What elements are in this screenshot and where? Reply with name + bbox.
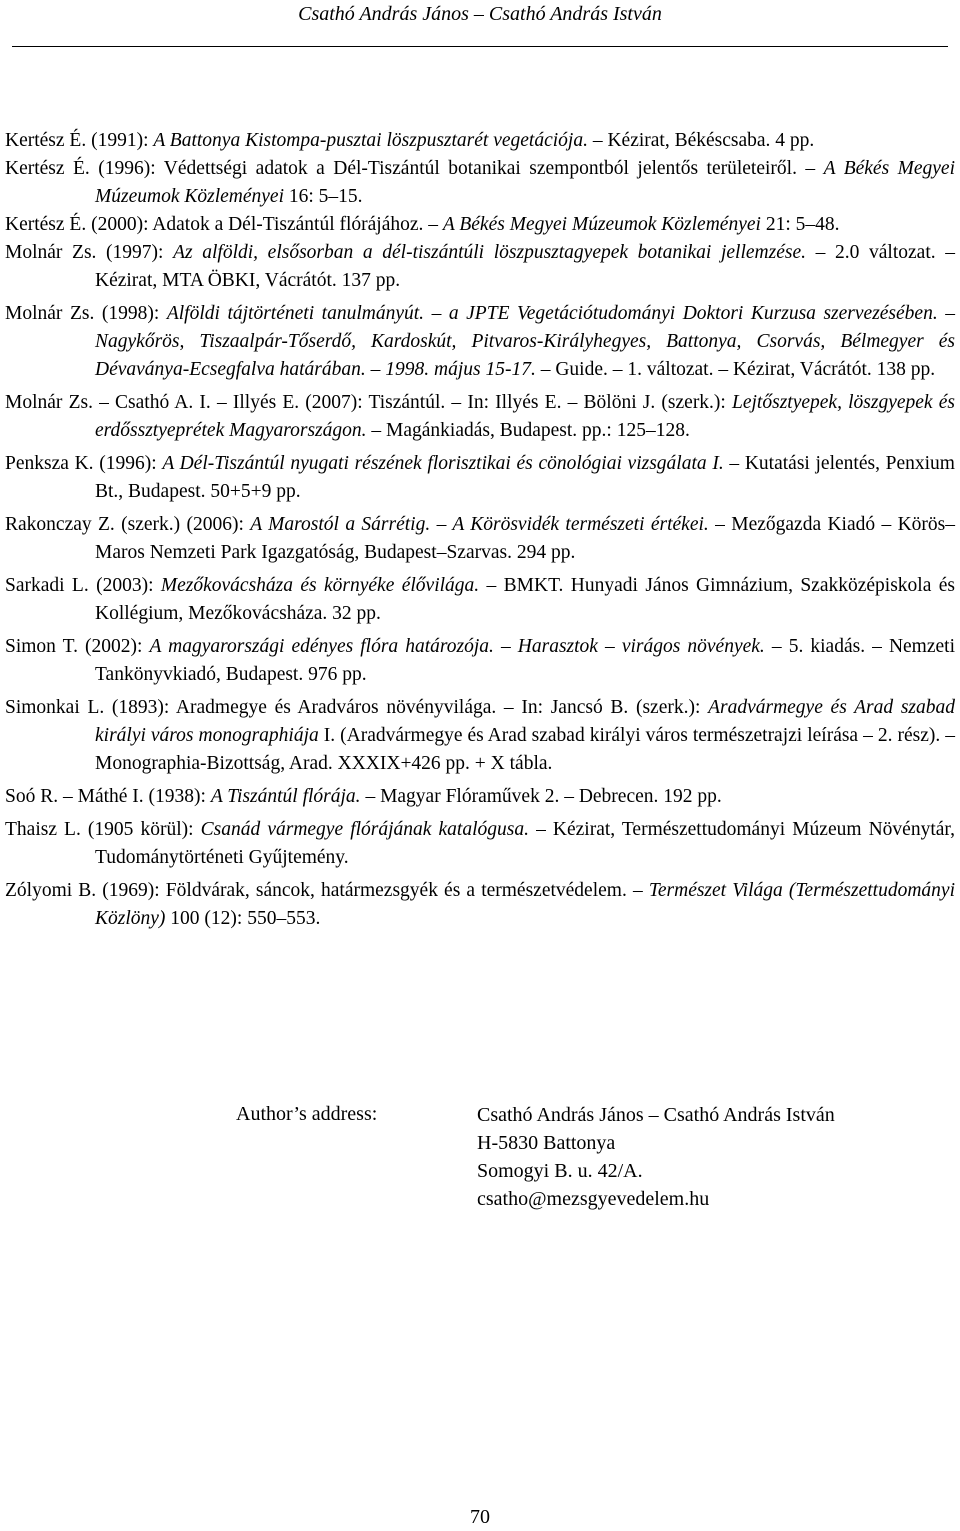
reference-italic-text: Csanád vármegye flórájának katalógusa. — [200, 819, 529, 840]
reference-text: – 2.0 változat. – Kézirat, MTA ÖBKI, Vácrátót. 137 pp. — [95, 242, 955, 291]
reference-text: Kertész É. (1991): — [5, 130, 154, 151]
running-header: Csathó András János – Csathó András István — [298, 3, 662, 25]
reference-italic-text: Lejtősztyepek, löszgyepek és erdőssztyeprétek Magyarországon. — [95, 392, 955, 441]
reference-text: – Guide. – 1. változat. – Kézirat, Vácrátót. 138 pp. — [535, 359, 936, 380]
reference-entry — [5, 572, 955, 628]
reference-italic-text: Az alföldi, elsősorban a dél-tiszántúli löszpusztagyepek botanikai jellemzése. — [173, 242, 806, 263]
reference-italic-text: A Békés Megyei Múzeumok Közleményei — [95, 158, 956, 207]
reference-text: Soó R. – Máthé I. (1938): — [5, 786, 211, 807]
reference-text: Zólyomi B. (1969): Földvárak, sáncok, határmezsgyék és a természetvédelem. – — [5, 880, 649, 901]
reference-entry — [5, 877, 955, 933]
reference-entry — [5, 389, 955, 445]
reference-entry — [5, 300, 955, 384]
reference-text: Simonkai L. (1893): Aradmegye és Aradváros növényvilága. – In: Jancsó B. (szerk.): — [5, 697, 709, 718]
reference-italic-text: Aradvármegye és Arad szabad királyi város monographiája — [95, 697, 955, 746]
reference-text: Rakonczay Z. (szerk.) (2006): — [5, 514, 251, 535]
reference-italic-text: A magyarországi edényes flóra határozója. – Harasztok – virágos növények. — [149, 636, 765, 657]
reference-text: – Magyar Flóraművek 2. – Debrecen. 192 pp. — [360, 786, 722, 807]
reference-text: – 5. kiadás. – Nemzeti Tankönyvkiadó, Budapest. 976 pp. — [95, 636, 955, 685]
reference-italic-text: Mezőkovácsháza és környéke élővilága. — [160, 575, 480, 596]
reference-entry — [5, 450, 955, 506]
header-rule — [12, 46, 948, 47]
reference-text: – BMKT. Hunyadi János Gimnázium, Szakközépiskola és Kollégium, Mezőkovácsháza. 32 pp. — [95, 575, 955, 624]
reference-text: Sarkadi L. (2003): — [5, 575, 161, 596]
reference-text: 100 (12): 550–553. — [165, 908, 321, 929]
reference-italic-text: Alföldi tájtörténeti tanulmányút. – a JPTE Vegetációtudományi Doktori Kurzusa szervezésében. – Nagykőrös, Tiszaalpár-Tőserdő, Kardoskút, Pitvaros-Királyhegyes, Battonya, Csorvás, Bélmegyer és Dévaványa-Ecsegfalva határában. – 1998. május 15-17. — [95, 303, 956, 380]
reference-text: Kertész É. (2000): Adatok a Dél-Tiszántúl flórájához. – — [5, 214, 443, 235]
reference-list — [5, 127, 955, 933]
reference-italic-text: Természet Világa (Természettudományi Közlöny) — [95, 880, 955, 929]
author-address-label: Author’s address: — [236, 1103, 378, 1125]
reference-entry — [5, 239, 955, 295]
reference-entry — [5, 211, 955, 239]
reference-text: 16: 5–15. — [283, 186, 363, 207]
reference-italic-text: A Dél-Tiszántúl nyugati részének florisztikai és cönológiai vizsgálata I. — [162, 453, 724, 474]
reference-text: Molnár Zs. – Csathó A. I. – Illyés E. (2007): Tiszántúl. – In: Illyés E. – Bölöni J. (szerk.): — [5, 392, 733, 413]
reference-text: 21: 5–48. — [760, 214, 840, 235]
reference-text: – Magánkiadás, Budapest. pp.: 125–128. — [366, 420, 690, 441]
reference-text: Molnár Zs. (1997): — [5, 242, 174, 263]
author-postal-city: H-5830 Battonya — [477, 1132, 616, 1154]
reference-entry — [5, 694, 955, 778]
reference-text: Thaisz L. (1905 körül): — [5, 819, 201, 840]
reference-text: – Kézirat, Békéscsaba. 4 pp. — [587, 130, 815, 151]
reference-text: I. (Aradvármegye és Arad szabad királyi város természetrajzi leírása – 2. rész). – Monographia-Bizottság, Arad. XXXIX+426 pp. + X tábla. — [95, 725, 955, 774]
reference-text: Molnár Zs. (1998): — [5, 303, 167, 324]
reference-entry — [5, 127, 955, 155]
reference-italic-text: A Marostól a Sárrétig. – A Körösvidék természeti értékei. — [250, 514, 709, 535]
reference-text: – Kutatási jelentés, Penxium Bt., Budapest. 50+5+9 pp. — [95, 453, 955, 502]
author-email[interactable]: csatho@mezsgyevedelem.hu — [477, 1188, 710, 1210]
reference-text: – Mezőgazda Kiadó – Körös–Maros Nemzeti Park Igazgatóság, Budapest–Szarvas. 294 pp. — [95, 514, 956, 563]
reference-entry — [5, 783, 955, 811]
reference-italic-text: A Battonya Kistompa-pusztai löszpusztarét vegetációja. — [153, 130, 588, 151]
reference-italic-text: A Békés Megyei Múzeumok Közleményei — [442, 214, 761, 235]
reference-entry — [5, 633, 955, 689]
reference-entry — [5, 511, 955, 567]
author-address — [477, 1101, 835, 1213]
reference-italic-text: A Tiszántúl flórája. — [210, 786, 361, 807]
reference-entry — [5, 155, 955, 211]
page-number: 70 — [470, 1506, 490, 1528]
reference-text: Simon T. (2002): — [5, 636, 150, 657]
author-names: Csathó András János – Csathó András István — [477, 1104, 835, 1126]
author-street: Somogyi B. u. 42/A. — [477, 1160, 643, 1182]
reference-text: – Kézirat, Természettudományi Múzeum Növénytár, Tudománytörténeti Gyűjtemény. — [95, 819, 955, 868]
reference-entry — [5, 816, 955, 872]
reference-text: Penksza K. (1996): — [5, 453, 163, 474]
reference-text: Kertész É. (1996): Védettségi adatok a Dél-Tiszántúl botanikai szempontból jelentős területeiről. – — [5, 158, 824, 179]
